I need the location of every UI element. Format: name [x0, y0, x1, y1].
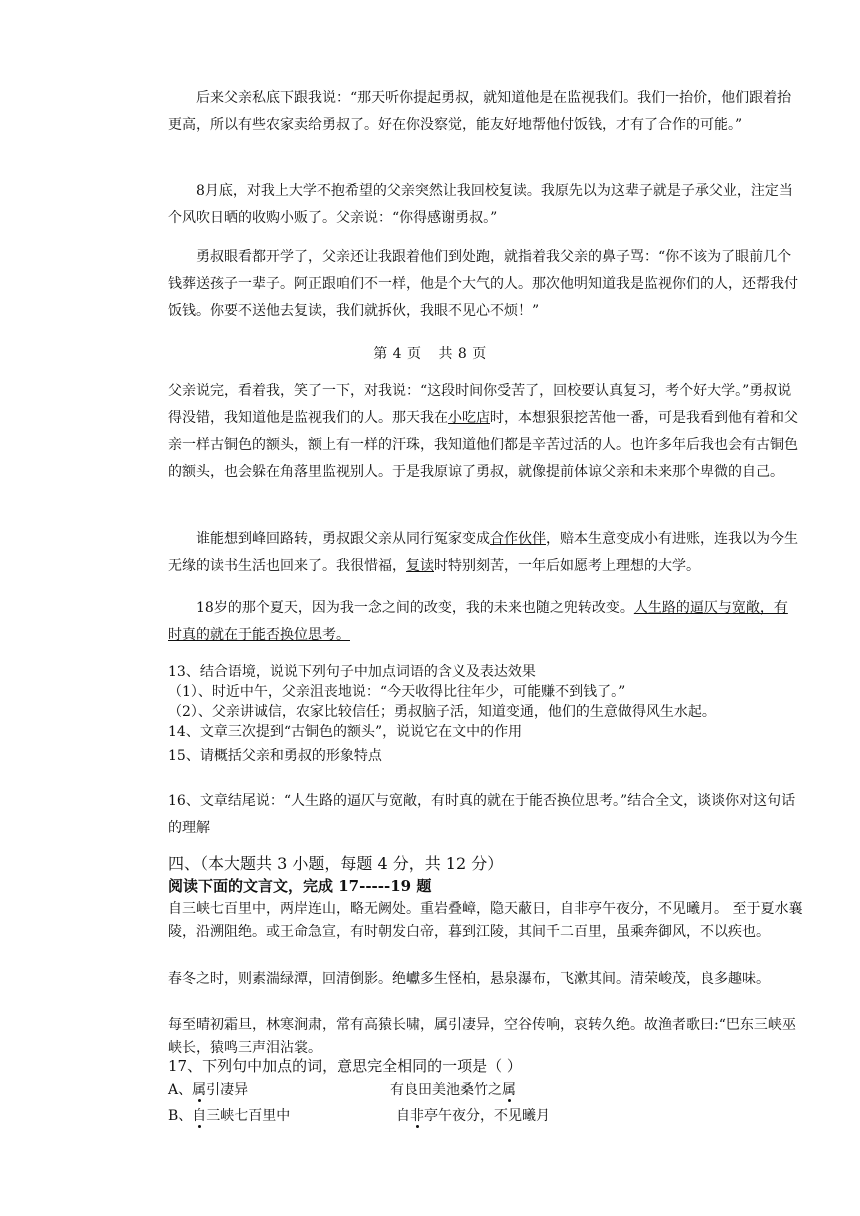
section-4-heading: 四、（本大题共 3 小题，每题 4 分，共 12 分）	[168, 854, 504, 873]
question-13: 13、结合语境，说说下列句子中加点词语的含义及表达效果	[168, 664, 536, 680]
option-a-label: A、	[168, 1082, 193, 1098]
text-run: 亭午夜分，不见曦月	[424, 1108, 550, 1124]
underlined-conclusion-sentence: 人生路的逼仄与宽敞，有时真的就在于能否换位思考。	[168, 600, 788, 643]
dotted-char: 自	[192, 1108, 207, 1124]
option-b-second	[396, 1106, 550, 1126]
paragraph-return-to-school: 8月底，对我上大学不抱希望的父亲突然让我回校复读。我原先以为这辈子就是子承父业，注定当个风吹日晒的收购小贩了。父亲说：“你得感谢勇叔。”	[168, 183, 793, 226]
question-16: 16、文章结尾说：“人生路的逼仄与宽敞，有时真的就在于能否换位思考。”结合全文，谈谈你对这句话的理解	[168, 793, 796, 836]
text-run: 引凄异	[206, 1082, 249, 1098]
classical-text-para-3: 每至晴初霜旦，林寒涧肃，常有高猿长啸，属引凄异，空谷传响，哀转久绝。故渔者歌曰:“巴东三峡巫峡长，猿鸣三声泪沾裳。	[168, 1017, 796, 1056]
paragraph-conclusion	[168, 595, 800, 649]
question-13-2: （2）、父亲讲诚信，农家比较信任；勇叔脑子活，知道变通，他们的生意做得风生水起。	[168, 704, 716, 720]
question-13-1: （1）、时近中午，父亲沮丧地说：“今天收得比往年少，可能赚不到钱了。”	[168, 684, 626, 700]
page-total: 共 8 页	[438, 346, 487, 362]
text-run: 父亲说完，看着我，笑了一下，对我说：“这段时间你受苦了，回校要认真复习，考个好大学。”勇叔说得没错，我知道他是监视我们的人。那天我在	[168, 383, 792, 426]
text-run: 有良田美池桑竹之	[390, 1082, 502, 1098]
paragraph-forgive-uncle	[168, 378, 800, 486]
paragraph-uncle-yong-scolds: 勇叔眼看都开学了，父亲还让我跟着他们到处跑，就指着我父亲的鼻子骂：“你不该为了眼前几个钱葬送孩子一辈子。阿正跟咱们不一样，他是个大气的人。那次他明知道我是监视你们的人，还帮我付饭钱。你要不送他去复读，我们就拆伙，我眼不见心不烦！”	[168, 249, 798, 319]
underlined-snack-shop: 小吃店	[448, 410, 490, 426]
text-run: 谁能想到峰回路转，勇叔跟父亲从同行冤家变成	[196, 531, 490, 547]
dotted-char: 非	[410, 1108, 424, 1124]
paragraph-father-explains: 后来父亲私底下跟我说：“那天听你提起勇叔，就知道他是在监视我们。我们一抬价，他们跟着抬更高，所以有些农家卖给勇叔了。好在你没察觉，能友好地帮他付饭钱，才有了合作的可能。”	[168, 90, 792, 133]
paragraph-turnaround	[168, 526, 800, 580]
question-17: 17、下列句中加点的词，意思完全相同的一项是（ ）	[168, 1057, 522, 1075]
section-4-instruction: 阅读下面的文言文，完成 17-----19 题	[168, 877, 432, 895]
option-a-second	[390, 1080, 516, 1100]
classical-text-para-1: 自三峡七百里中，两岸连山，略无阙处。重岩叠嶂，隐天蔽日，自非亭午夜分，不见曦月。 至于夏水襄陵，沿溯阻绝。或王命急宣，有时朝发白帝，暮到江陵，其间千二百里，虽乘奔御风，不以疾也。	[168, 901, 803, 940]
text-run: 自	[396, 1108, 410, 1124]
text-run: 18岁的那个夏天，因为我一念之间的改变，我的未来也随之兜转改变。	[196, 600, 634, 616]
text-run: 三峡七百里中	[206, 1108, 291, 1124]
option-a	[168, 1080, 808, 1100]
text-run: 时特别刻苦，一年后如愿考上理想的大学。	[434, 558, 700, 574]
page-footer	[0, 343, 860, 363]
underlined-partners: 合作伙伴	[490, 531, 546, 547]
page-number: 第 4 页	[373, 346, 422, 362]
underlined-repeat-study: 复读	[406, 558, 434, 574]
dotted-char: 属	[192, 1082, 207, 1098]
dotted-char: 属	[502, 1082, 516, 1098]
question-14: 14、文章三次提到“古铜色的额头”，说说它在文中的作用	[168, 724, 523, 740]
option-b	[168, 1106, 808, 1126]
text-run: 时，本想狠狠挖苦他一番，可是我看到他有着和父亲一样古铜色的额头，额上有一样的汗珠，我知道他们都是辛苦过活的人。也许多年后我也会有古铜色的额头，也会躲在角落里监视别人。于是我原谅了勇叔，就像提前体谅父亲和未来那个卑微的自己。	[168, 410, 798, 480]
question-15: 15、请概括父亲和勇叔的形象特点	[168, 748, 382, 764]
classical-text-para-2: 春冬之时，则素湍绿潭，回清倒影。绝巘多生怪柏，悬泉瀑布，飞漱其间。清荣峻茂，良多趣味。	[168, 971, 770, 987]
option-b-label: B、	[168, 1108, 193, 1124]
text-run: ，赔本生意变成小有进账，连我以为今生无缘的读书生活也回来了。我很惜福，	[168, 531, 798, 574]
